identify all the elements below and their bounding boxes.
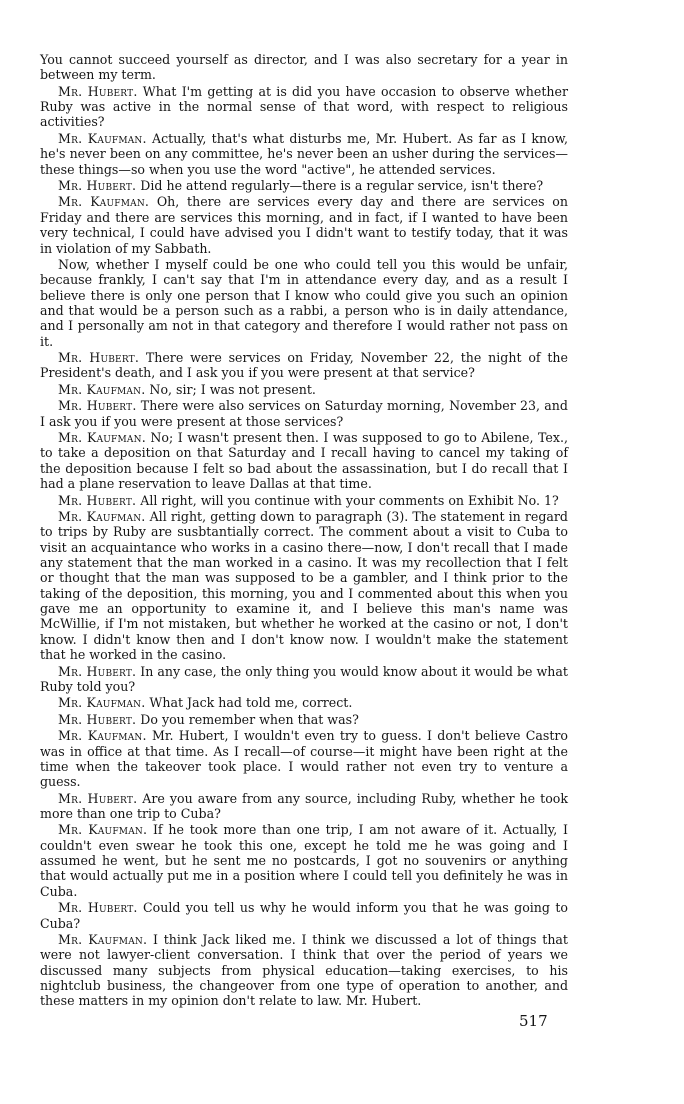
speaker-name: Mr. Kaufman. [58,695,146,711]
speaker-name: Mr. Kaufman. [58,130,147,146]
paragraph-5: Now, whether I myself could be one who could tell you this would be unfair, because frankly, I can't say that I'm in attendance every day, and as a result I believe there is only one person that I know who could give you such an opinion and that would be a person such as a rabbi, a person who is in daily attendance, and I personally am not in that category and therefore I would rather not pass on it. [40,256,568,349]
speaker-name: Mr. Hubert. [58,178,137,194]
transcript-page [40,52,568,1010]
speaker-name: Mr. Kaufman. [58,381,146,397]
paragraph-14: Mr. Hubert. Do you remember when that was? [58,711,359,727]
speaker-name: Mr. Kaufman. [58,430,146,446]
paragraph-15: Mr. Kaufman. Mr. Hubert, I wouldn't even try to guess. I don't believe Castro was in office at that time. As I recall—of course—it might have been right at the time when the takeover took place. I would rather not even try to venture a guess. [40,728,568,790]
paragraph-8: Mr. Hubert. There were also services on Saturday morning, November 23, and I ask you if you were present at those services? [40,398,568,429]
paragraph-17: Mr. Kaufman. If he took more than one trip, I am not aware of it. Actually, I couldn't even swear he took this one, except he told me he was going and I assumed he went, but he sent me no postcards, I got no souvenirs or anything that would actually put me in a position where I could tell you definitely he was in Cuba. [40,822,568,899]
paragraph-4: Mr. Kaufman. Oh, there are services every day and there are services on Friday and there are services this morning, and in fact, if I wanted to have been very technical, I could have advised you I didn't want to testify today, that it was in violation of my Sabbath. [40,194,568,256]
paragraph-2: Mr. Kaufman. Actually, that's what disturbs me, Mr. Hubert. As far as I know, he's never been on any committee, he's never been an usher during the services—these things—so when you use the word "active", he attended services. [40,130,568,177]
paragraph-1: Mr. Hubert. What I'm getting at is did you have occasion to observe whether Ruby was active in the normal sense of that word, with respect to religious activities? [40,83,568,130]
speaker-name: Mr. Hubert. [58,492,137,508]
speaker-name: Mr. Hubert. [58,900,138,916]
speaker-name: Mr. Kaufman. [58,509,146,524]
page-number: 517 [519,1012,548,1030]
paragraph-6: Mr. Hubert. There were services on Friday, November 22, the night of the President's death, and I ask you if you were present at that service? [40,350,568,381]
speaker-name: Mr. Hubert. [58,790,138,806]
speaker-name: Mr. Kaufman. [58,822,148,838]
paragraph-9: Mr. Kaufman. No; I wasn't present then. I was supposed to go to Abilene, Tex., to take a deposition on that Saturday and I recall having to cancel my taking of the deposition because I felt so bad about the assassination, but I do recall that I had a plane reservation to leave Dallas at that time. [40,430,568,492]
speaker-name: Mr. Kaufman. [58,728,147,744]
speaker-name: Mr. Kaufman. [58,932,148,948]
paragraph-11: Mr. Kaufman. All right, getting down to paragraph (3). The statement in regard to trips by Ruby are susbtantially correct. The comment about a visit to Cuba to visit an acquaintance who works in a casino there—now, I don't recall that I made any statement that the man worked in a casino. It was my recollection that I felt or thought that the man was supposed to be a gambler, and I think prior to the taking of the deposition, this morning, you and I commented about this when you gave me an opportunity to examine it, and I believe this man's name was McWillie, if I'm not mistaken, but whether he worked at the casino or not, I don't know. I didn't know then and I don't know now. I wouldn't make the statement that he worked in the casino. [40,509,568,663]
speaker-name: Mr. Hubert. [58,663,137,679]
speaker-name: Mr. Hubert. [58,83,138,99]
speaker-name: Mr. Hubert. [58,711,137,727]
paragraph-0: You cannot succeed yourself as director, and I was also secretary for a year in between my term. [40,52,568,83]
paragraph-16: Mr. Hubert. Are you aware from any source, including Ruby, whether he took more than one trip to Cuba? [40,790,568,821]
paragraph-3: Mr. Hubert. Did he attend regularly—there is a regular service, isn't there? [58,178,544,194]
paragraph-12: Mr. Hubert. In any case, the only thing you would know about it would be what Ruby told you? [40,663,568,694]
paragraph-19: Mr. Kaufman. I think Jack liked me. I think we discussed a lot of things that were not lawyer-client conversation. I think that over the period of years we discussed many subjects from physical education—taking exercises, to his nightclub business, the changeover from one type of operation to another, and these matters in my opinion don't relate to law. Mr. Hubert. [40,932,568,1009]
speaker-name: Mr. Hubert. [58,398,137,414]
paragraph-18: Mr. Hubert. Could you tell us why he would inform you that he was going to Cuba? [40,900,568,931]
paragraph-10: Mr. Hubert. All right, will you continue with your comments on Exhibit No. 1? [58,492,559,508]
speaker-name: Mr. Kaufman. [58,194,150,210]
paragraph-7: Mr. Kaufman. No, sir; I was not present. [58,381,316,397]
paragraph-13: Mr. Kaufman. What Jack had told me, correct. [58,695,353,711]
speaker-name: Mr. Hubert. [58,350,140,366]
